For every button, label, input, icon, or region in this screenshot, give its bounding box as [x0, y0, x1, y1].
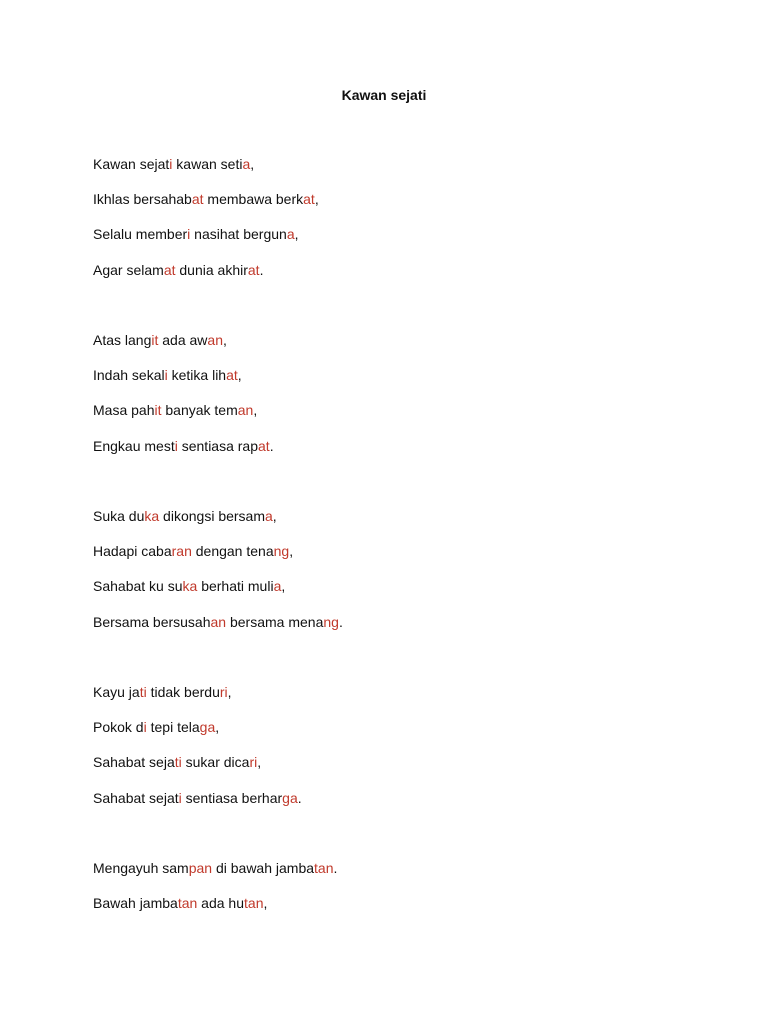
- rhyme-highlight: at: [163, 261, 176, 278]
- poem-line: [93, 710, 302, 745]
- line-text: ,: [250, 156, 255, 172]
- line-text: Sahabat ku su: [93, 578, 183, 595]
- line-text: dunia akhir: [175, 261, 248, 278]
- rhyme-highlight: an: [237, 402, 254, 419]
- line-text: Ikhlas bersahab: [93, 191, 192, 208]
- stanza: [93, 499, 343, 640]
- rhyme-highlight: a: [265, 508, 273, 524]
- rhyme-highlight: i: [187, 226, 191, 243]
- line-text: nasihat bergun: [190, 226, 287, 243]
- line-text: dengan tena: [191, 543, 274, 560]
- poem-line: [93, 393, 274, 428]
- line-text: ,: [314, 191, 319, 208]
- poem-line: [93, 605, 343, 640]
- poem-line: [93, 429, 274, 464]
- rhyme-highlight: at: [226, 367, 238, 384]
- rhyme-highlight: ng: [323, 613, 339, 630]
- rhyme-highlight: tan: [314, 860, 334, 876]
- rhyme-highlight: i: [174, 437, 178, 454]
- line-text: di bawah jamba: [212, 860, 315, 876]
- poem-line: [93, 217, 319, 252]
- line-text: Kayu ja: [93, 684, 140, 700]
- poem-line: [93, 323, 274, 358]
- poem-line: [93, 358, 274, 393]
- poem-line: [93, 851, 337, 886]
- line-text: Bersama bersusah: [93, 613, 211, 630]
- rhyme-highlight: ga: [282, 789, 298, 806]
- line-text: bersama mena: [226, 613, 324, 630]
- poem-line: [93, 253, 319, 288]
- poem-line: [93, 499, 343, 534]
- line-text: Hadapi caba: [93, 543, 172, 560]
- line-text: ketika lih: [167, 367, 227, 384]
- line-text: Suka du: [93, 508, 145, 524]
- poem-line: [93, 569, 343, 604]
- line-text: .: [333, 860, 338, 876]
- line-text: membawa berk: [203, 191, 304, 208]
- stanza: [93, 323, 274, 464]
- rhyme-highlight: i: [178, 789, 182, 806]
- line-text: Kawan sejat: [93, 156, 170, 172]
- line-text: ,: [227, 684, 232, 700]
- line-text: Bawah jamba: [93, 895, 178, 912]
- line-text: Selalu member: [93, 226, 188, 243]
- line-text: banyak tem: [161, 402, 238, 419]
- rhyme-highlight: ka: [144, 508, 160, 524]
- rhyme-highlight: a: [286, 226, 295, 243]
- line-text: ,: [253, 402, 258, 419]
- line-text: Sahabat seja: [93, 754, 175, 771]
- line-text: ,: [223, 332, 227, 348]
- rhyme-highlight: ri: [249, 754, 258, 771]
- line-text: ,: [281, 578, 286, 595]
- rhyme-highlight: at: [258, 437, 270, 454]
- poem-line: [93, 781, 302, 816]
- line-text: Masa pah: [93, 402, 155, 419]
- rhyme-highlight: at: [303, 191, 315, 208]
- line-text: tepi tela: [146, 719, 200, 736]
- rhyme-highlight: i: [164, 367, 168, 384]
- rhyme-highlight: a: [242, 156, 251, 172]
- line-text: Engkau mest: [93, 437, 175, 454]
- line-text: ,: [294, 226, 299, 243]
- line-text: Indah sekal: [93, 367, 165, 384]
- line-text: ,: [289, 543, 294, 560]
- rhyme-highlight: i: [169, 156, 173, 172]
- line-text: ,: [215, 719, 220, 736]
- rhyme-highlight: at: [247, 261, 260, 278]
- rhyme-highlight: at: [191, 191, 204, 208]
- line-text: sentiasa berhar: [181, 789, 283, 806]
- poem-title: Kawan sejati: [341, 87, 427, 103]
- line-text: ada hu: [197, 895, 245, 912]
- rhyme-highlight: ri: [219, 684, 228, 700]
- rhyme-highlight: a: [273, 578, 282, 595]
- line-text: ,: [237, 367, 242, 384]
- rhyme-highlight: ti: [174, 754, 182, 771]
- line-text: ada aw: [158, 332, 208, 348]
- rhyme-highlight: tan: [244, 895, 264, 912]
- rhyme-highlight: ng: [273, 543, 290, 560]
- poem-line: [93, 675, 302, 710]
- poem-line: [93, 886, 337, 921]
- stanza: [93, 147, 319, 288]
- rhyme-highlight: ga: [199, 719, 216, 736]
- poem-line: [93, 534, 343, 569]
- line-text: .: [269, 437, 274, 454]
- line-text: Atas lang: [93, 332, 152, 348]
- rhyme-highlight: ran: [171, 543, 192, 560]
- rhyme-highlight: an: [207, 332, 223, 348]
- line-text: ,: [272, 508, 277, 524]
- poem-line: [93, 147, 319, 182]
- rhyme-highlight: ka: [182, 578, 198, 595]
- line-text: kawan seti: [172, 156, 243, 172]
- rhyme-highlight: it: [151, 332, 159, 348]
- line-text: ,: [263, 895, 268, 912]
- line-text: ,: [257, 754, 262, 771]
- poem-body: [93, 0, 693, 1024]
- line-text: dikongsi bersam: [159, 508, 265, 524]
- poem-line: [93, 745, 302, 780]
- poem-line: [93, 182, 319, 217]
- line-text: Sahabat sejat: [93, 789, 179, 806]
- line-text: sukar dica: [181, 754, 250, 771]
- line-text: Agar selam: [93, 261, 164, 278]
- line-text: Pokok d: [93, 719, 144, 736]
- rhyme-highlight: pan: [188, 860, 213, 876]
- line-text: .: [297, 789, 302, 806]
- rhyme-highlight: tan: [177, 895, 198, 912]
- line-text: .: [338, 613, 343, 630]
- rhyme-highlight: it: [154, 402, 162, 419]
- stanza: [93, 675, 302, 816]
- line-text: sentiasa rap: [177, 437, 259, 454]
- line-text: berhati muli: [197, 578, 274, 595]
- rhyme-highlight: ti: [139, 684, 147, 700]
- line-text: .: [259, 261, 264, 278]
- rhyme-highlight: an: [210, 613, 227, 630]
- line-text: tidak berdu: [146, 684, 220, 700]
- stanza: [93, 851, 337, 921]
- rhyme-highlight: i: [143, 719, 147, 736]
- line-text: Mengayuh sam: [93, 860, 189, 876]
